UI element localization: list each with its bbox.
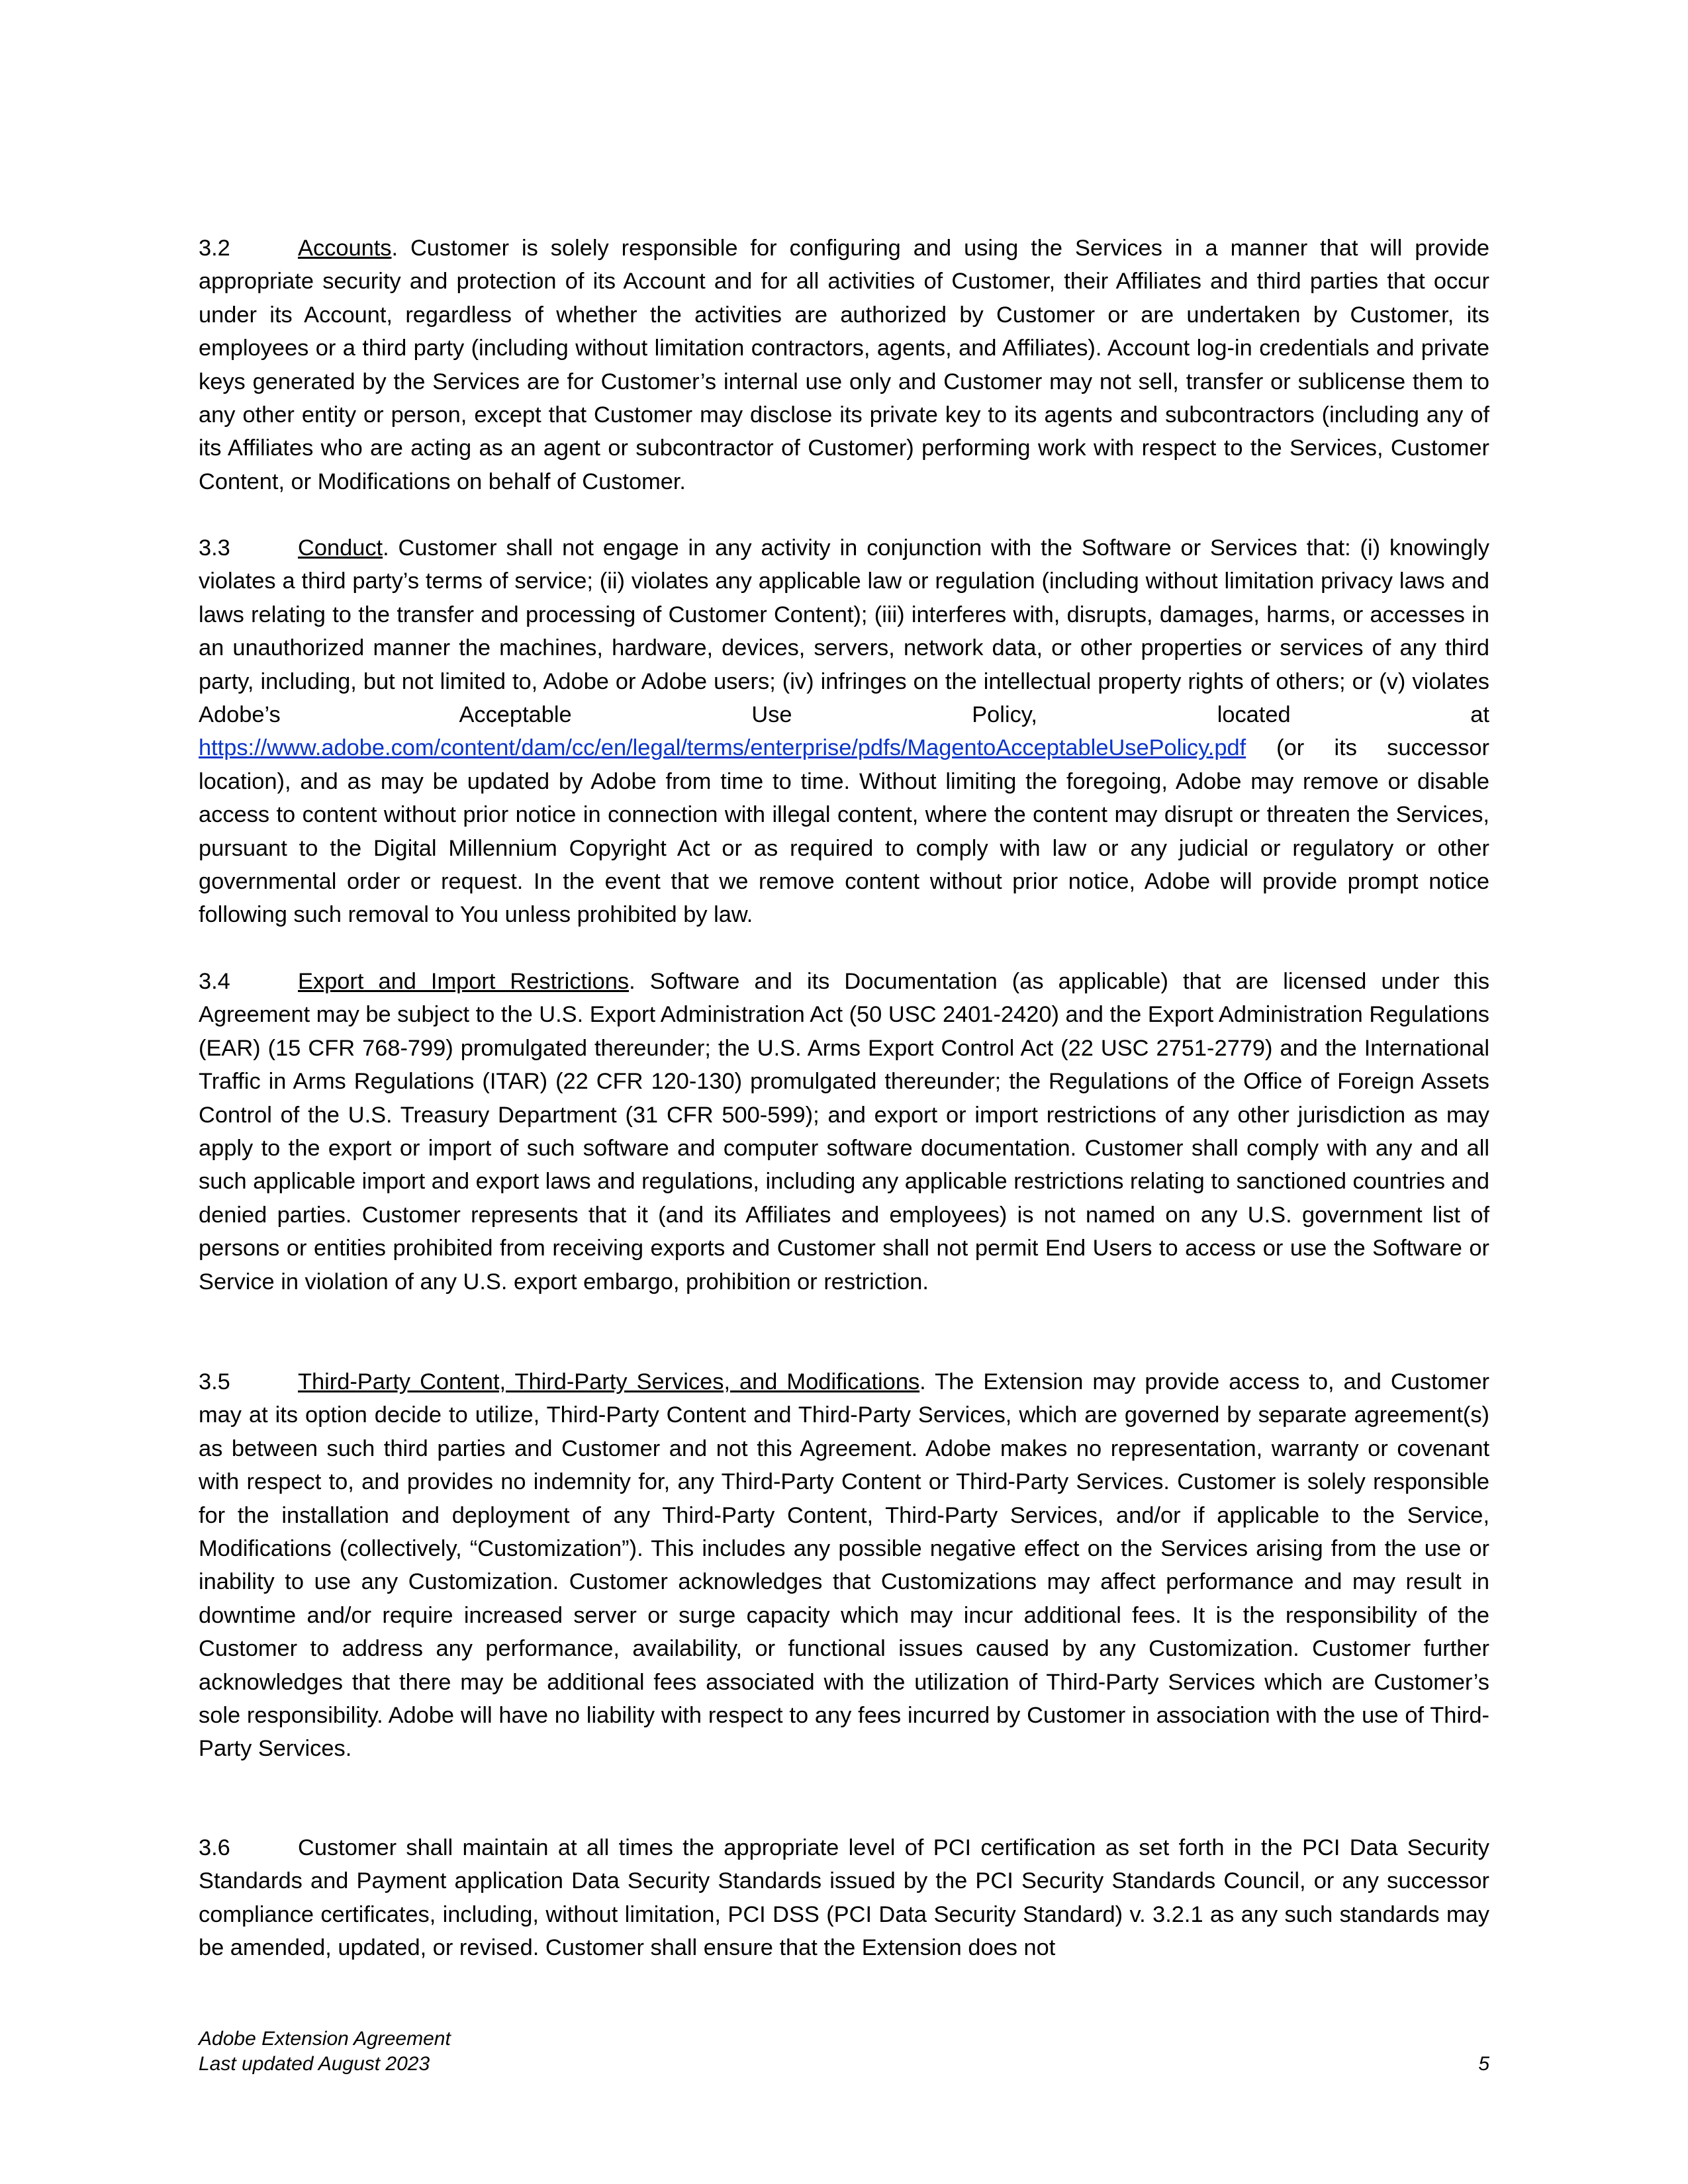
section-3-4	[199, 965, 1489, 1298]
section-3-3	[199, 531, 1489, 932]
acceptable-use-policy-link[interactable]: https://www.adobe.com/content/dam/cc/en/legal/terms/enterprise/pdfs/MagentoAcceptableUsePolicy.pdf	[199, 735, 1246, 761]
section-3-5	[199, 1365, 1489, 1766]
section-heading: Third-Party Content, Third-Party Services, and Modifications	[298, 1369, 920, 1394]
section-heading: Accounts	[298, 236, 392, 261]
section-3-6	[199, 1831, 1489, 1965]
section-number: 3.6	[199, 1835, 230, 1860]
section-heading: Export and Import Restrictions	[298, 969, 630, 994]
section-text: . The Extension may provide access to, and Customer may at its option decide to utilize, Third-Party Content and Third-Party Services, which are governed by separate agreement(s) as between such third parties and Customer and not this Agreement. Adobe makes no representation, warranty or covenant with respect to, and provides no indemnity for, any Third-Party Content or Third-Party Services. Customer is solely responsible for the installation and deployment of any Third-Party Content, Third-Party Services, and/or if applicable to the Service, Modifications (collectively, “Customization”). This includes any possible negative effect on the Services arising from the use or inability to use any Customization. Customer acknowledges that Customizations may affect performance and may result in downtime and/or require increased server or surge capacity which may incur additional fees. It is the responsibility of the Customer to address any performance, availability, or functional issues caused by any Customization. Customer further acknowledges that there may be additional fees associated with the utilization of Third-Party Services which are Customer’s sole responsibility. Adobe will have no liability with respect to any fees incurred by Customer in association with the use of Third-Party Services.	[199, 1369, 1490, 1762]
document-page	[199, 0, 1489, 2184]
section-text: . Software and its Documentation (as applicable) that are licensed under this Agreement may be subject to the U.S. Export Administration Act (50 USC 2401-2420) and the Export Administration Regulations (EAR) (15 CFR 768-799) promulgated thereunder; the U.S. Arms Export Control Act (22 USC 2751-2779) and the International Traffic in Arms Regulations (ITAR) (22 CFR 120-130) promulgated thereunder; the Regulations of the Office of Foreign Assets Control of the U.S. Treasury Department (31 CFR 500-599); and export or import restrictions of any other jurisdiction as may apply to the export or import of such software and computer software documentation. Customer shall comply with any and all such applicable import and export laws and regulations, including any applicable restrictions relating to sanctioned countries and denied parties. Customer represents that it (and its Affiliates and employees) is not named on any U.S. government list of persons or entities prohibited from receiving exports and Customer shall not permit End Users to access or use the Software or Service in violation of any U.S. export embargo, prohibition or restriction.	[199, 969, 1490, 1295]
section-heading: Conduct	[298, 535, 383, 561]
footer-updated: Last updated August 2023	[199, 2053, 430, 2075]
section-number: 3.2	[199, 236, 230, 261]
footer	[199, 2026, 451, 2077]
section-text: . Customer is solely responsible for configuring and using the Services in a manner that will provide appropriate security and protection of its Account and for all activities of Customer, their Affiliates and third parties that occur under its Account, regardless of whether the activities are authorized by Customer or are undertaken by Customer, its employees or a third party (including without limitation contractors, agents, and Affiliates). Account log-in credentials and private keys generated by the Services are for Customer’s internal use only and Customer may not sell, transfer or sublicense them to any other entity or person, except that Customer may disclose its private key to its agents and subcontractors (including any of its Affiliates who are acting as an agent or subcontractor of Customer) performing work with respect to the Services, Customer Content, or Modifications on behalf of Customer.	[199, 236, 1489, 494]
section-text-continued: (or its successor location), and as may be updated by Adobe from time to time. Without limiting the foregoing, Adobe may remove or disable access to content without prior notice in connection with illegal content, where the content may disrupt or threaten the Services, pursuant to the Digital Millennium Copyright Act or as required to comply with law or any judicial or regulatory or other governmental order or request. In the event that we remove content without prior notice, Adobe will provide prompt notice following such removal to You unless prohibited by law.	[199, 735, 1489, 928]
footer-title: Adobe Extension Agreement	[199, 2028, 451, 2050]
page-number: 5	[1478, 2053, 1489, 2075]
section-number: 3.3	[199, 535, 230, 561]
section-text: Customer shall maintain at all times the appropriate level of PCI certification as set forth in the PCI Data Security Standards and Payment application Data Security Standards issued by the PCI Security Standards Council, or any successor compliance certificates, including, without limitation, PCI DSS (PCI Data Security Standard) v. 3.2.1 as any such standards may be amended, updated, or revised. Customer shall ensure that the Extension does not	[199, 1835, 1489, 1961]
section-number: 3.4	[199, 969, 230, 994]
section-number: 3.5	[199, 1369, 230, 1394]
section-3-2	[199, 232, 1489, 498]
section-text: . Customer shall not engage in any activity in conjunction with the Software or Services that: (i) knowingly violates a third party’s terms of service; (ii) violates any applicable law or regulation (including without limitation privacy laws and laws relating to the transfer and processing of Customer Content); (iii) interferes with, disrupts, damages, harms, or accesses in an unauthorized manner the machines, hardware, devices, servers, network data, or other properties or services of any third party, including, but not limited to, Adobe or Adobe users; (iv) infringes on the intellectual property rights of others; or (v) violates Adobe’s Acceptable Use Policy, located at	[199, 535, 1489, 728]
